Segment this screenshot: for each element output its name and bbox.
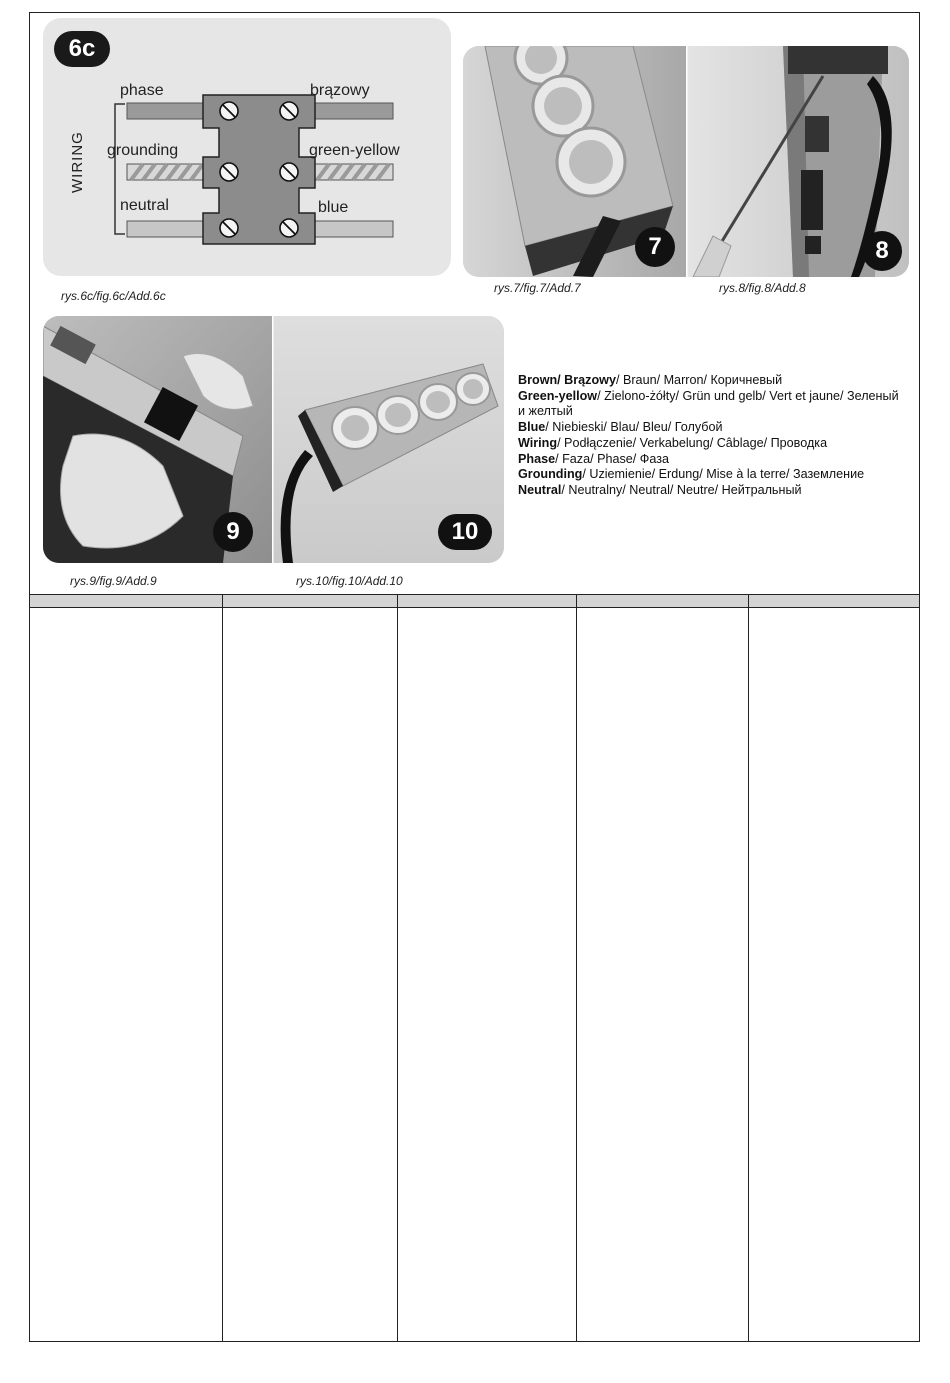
table-column-4 xyxy=(577,609,748,1342)
legend-line: Blue/ Niebieski/ Blau/ Bleu/ Голубой xyxy=(518,420,723,435)
wiring-diagram-6c xyxy=(43,18,451,276)
caption-fig9: rys.9/fig.9/Add.9 xyxy=(70,574,157,588)
table-header-row xyxy=(30,594,919,608)
legend-line: Brown/ Brązowy/ Braun/ Marron/ Коричневый xyxy=(518,373,783,387)
figure-badge-7: 7 xyxy=(635,227,675,267)
caption-fig10: rys.10/fig.10/Add.10 xyxy=(296,574,403,588)
blank-table xyxy=(30,594,919,1342)
legend-line: Wiring/ Podłączenie/ Verkabelung/ Câblage/ Проводка xyxy=(518,435,828,450)
label-neutral: neutral xyxy=(120,197,169,214)
legend-line: Grounding/ Uziemienie/ Erdung/ Mise à la terre/ Заземление xyxy=(518,467,865,482)
figure-badge-8: 8 xyxy=(862,231,902,271)
table-column-1 xyxy=(30,609,222,1342)
label-wiring: WIRING xyxy=(69,131,86,193)
photo-fig9-fig10 xyxy=(43,316,504,563)
photo-fig7-fig8 xyxy=(463,46,909,277)
legend-line: Phase/ Faza/ Phase/ Фаза xyxy=(518,451,670,466)
table-column-3 xyxy=(398,609,576,1342)
table-column-5 xyxy=(749,609,919,1342)
figure-badge-6c: 6c xyxy=(54,31,110,67)
caption-fig6c: rys.6c/fig.6c/Add.6c xyxy=(61,289,166,303)
label-green-yellow: green-yellow xyxy=(309,142,400,159)
legend-line: Green-yellow/ Zielono-żółty/ Grün und gelb/ Vert et jaune/ Зеленый и желтый xyxy=(518,388,899,419)
caption-fig7: rys.7/fig.7/Add.7 xyxy=(494,281,581,295)
caption-fig8: rys.8/fig.8/Add.8 xyxy=(719,281,806,295)
label-brazowy: brązowy xyxy=(310,82,370,99)
photo-fig7-fig8-graphic xyxy=(463,46,909,277)
label-blue: blue xyxy=(318,199,349,216)
color-legend xyxy=(518,373,908,499)
figure-badge-10: 10 xyxy=(438,514,492,550)
document-sheet xyxy=(29,12,920,1342)
table-column-2 xyxy=(223,609,397,1342)
label-grounding: grounding xyxy=(107,142,179,159)
photo-fig9-fig10-graphic xyxy=(43,316,504,563)
figure-badge-9: 9 xyxy=(213,512,253,552)
label-phase: phase xyxy=(120,82,164,99)
legend-line: Neutral/ Neutralny/ Neutral/ Neutre/ Нейтральный xyxy=(518,482,802,497)
